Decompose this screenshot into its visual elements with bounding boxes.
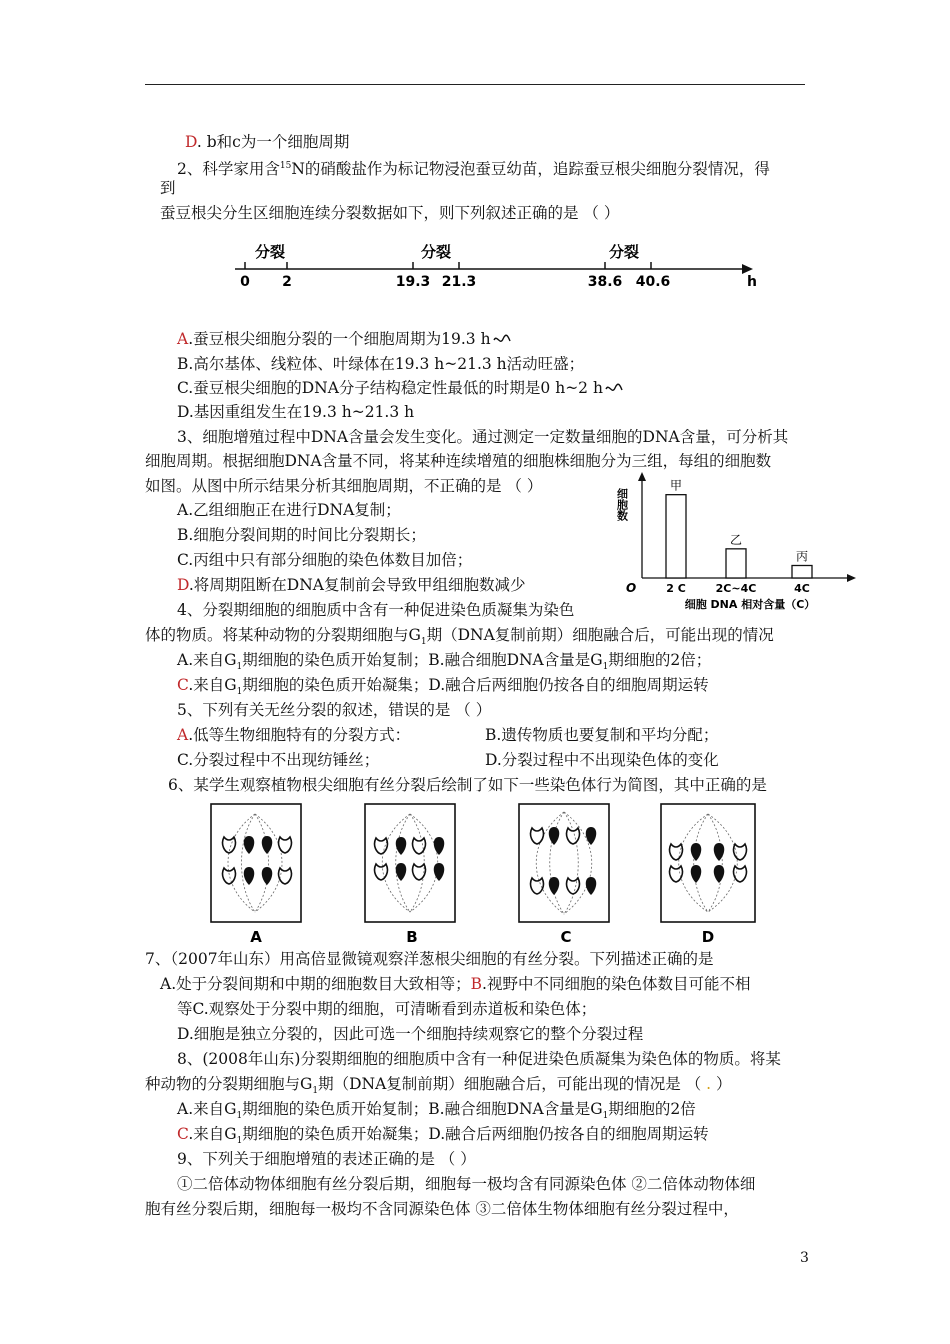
q3-stem-line2: 细胞周期。根据细胞DNA含量不同，将某种连续增殖的细胞株细胞分为三组，每组的细胞数	[145, 452, 772, 470]
chart-category-label-3: 4C	[794, 582, 810, 595]
q6-cell-figures	[205, 800, 785, 948]
chart-xlabel: 细胞 DNA 相对含量（C）	[684, 598, 816, 611]
chart-category-label-2: 2C~4C	[715, 582, 757, 595]
timeline-label-division-2: 分裂	[421, 243, 452, 261]
page-number: 3	[800, 1250, 809, 1266]
q9-stem: 9、下列关于细胞增殖的表述正确的是 （ ）	[177, 1150, 476, 1168]
cell-figure-label-c: C	[560, 928, 572, 946]
q3-stem-line3: 如图。从图中所示结果分析其细胞周期，不正确的是 （ ）	[145, 477, 543, 495]
chart-bar-label-3: 丙	[795, 549, 809, 564]
timeline-label-division-1: 分裂	[255, 243, 286, 261]
timeline-tick-label-38-6: 38.6	[587, 274, 623, 290]
squiggle-mark-icon	[493, 334, 511, 346]
chart-bar-2	[726, 549, 746, 578]
q3-option-a: A.乙组细胞正在进行DNA复制；	[177, 501, 401, 519]
q3-option-c: C.丙组中只有部分细胞的染色体数目加倍；	[177, 551, 473, 569]
q7-line1: A.处于分裂间期和中期的细胞数目大致相等；B.视野中不同细胞的染色体数目可能不相	[160, 975, 751, 993]
q5-option-b: B.遗传物质也要复制和平均分配；	[485, 726, 719, 744]
q3-option-b: B.细胞分裂间期的时间比分裂期长；	[177, 526, 426, 544]
cell-figure-label-b: B	[406, 928, 418, 946]
q7-line3: D.细胞是独立分裂的，因此可选一个细胞持续观察它的整个分裂过程	[177, 1025, 644, 1043]
timeline-tick-label-21-3: 21.3	[441, 274, 477, 290]
q8-option-cd: C.来自$G_1$期细胞的染色质开始凝集；D.融合后两细胞仍按各自的细胞周期运转	[177, 1125, 709, 1147]
cell-figure-label-a: A	[250, 928, 262, 946]
q3-stem-line1: 3、细胞增殖过程中DNA含量会发生变化。通过测定一定数量细胞的DNA含量，可分析其	[177, 428, 789, 446]
chart-bar-1	[666, 495, 686, 578]
cell-figure-c	[519, 804, 609, 946]
chart-origin: O	[626, 581, 637, 595]
timeline-tick-label-19-3: 19.3	[395, 274, 431, 290]
q5-option-d: D.分裂过程中不出现染色体的变化	[485, 751, 719, 769]
q4-stem-line2: 体的物质。将某种动物的分裂期细胞与$G_1$期（DNA复制前期）细胞融合后，可能出现的情况	[145, 626, 774, 648]
timeline-tick-label-40-6: 40.6	[635, 274, 671, 290]
q9-line1: ①二倍体动物体细胞有丝分裂后期，细胞每一极均含有同源染色体 ②二倍体动物体细	[177, 1175, 756, 1193]
q2-option-d: D.基因重组发生在19.3 h~21.3 h	[177, 403, 415, 421]
timeline-unit: h	[747, 274, 757, 290]
q2-stem-line2: 到	[160, 179, 176, 197]
chart-y-arrow	[638, 472, 646, 481]
timeline-label-division-3: 分裂	[609, 243, 640, 261]
q2-option-c: C.蚕豆根尖细胞的DNA分子结构稳定性最低的时期是0 h~2 h	[177, 378, 623, 398]
cell-figure-a	[211, 804, 301, 946]
cell-figure-d	[661, 804, 755, 946]
q4-option-cd: C.来自$G_1$期细胞的染色质开始凝集；D.融合后两细胞仍按各自的细胞周期运转	[177, 676, 709, 698]
timeline-tick-label-2: 2	[282, 274, 292, 290]
q8-stem-line2: 种动物的分裂期细胞与$G_1$期（DNA复制前期）细胞融合后，可能出现的情况是 （ . ）	[145, 1075, 732, 1097]
q2-stem: 2、科学家用含$^{15}$N的硝酸盐作为标记物浸泡蚕豆幼苗，追踪蚕豆根尖细胞分裂情况，得	[177, 160, 770, 179]
cell-figure-b	[365, 804, 455, 946]
q5-option-c: C.分裂过程中不出现纺锤丝；	[177, 751, 380, 769]
q8-option-ab: A.来自$G_1$期细胞的染色质开始复制；B.融合细胞DNA含量是$G_1$期细胞的2倍	[177, 1100, 696, 1122]
q2-timeline-figure	[225, 238, 770, 296]
q6-stem: 6、某学生观察植物根尖细胞有丝分裂后绘制了如下一些染色体行为简图，其中正确的是	[168, 776, 767, 794]
chart-x-arrow	[847, 574, 856, 582]
q2-option-b: B.高尔基体、线粒体、叶绿体在19.3 h~21.3 h活动旺盛；	[177, 355, 585, 373]
q4-option-ab: A.来自$G_1$期细胞的染色质开始复制；B.融合细胞DNA含量是$G_1$期细胞的2倍；	[177, 651, 712, 673]
q9-line2: 胞有丝分裂后期，细胞每一极均不含同源染色体 ③二倍体生物体细胞有丝分裂过程中，	[145, 1200, 739, 1218]
q7-line2: 等C.观察处于分裂中期的细胞，可清晰看到赤道板和染色体；	[177, 1000, 597, 1018]
q1-option-d: D. b和c为一个细胞周期	[185, 133, 350, 151]
q5-option-a: A.低等生物细胞特有的分裂方式：	[177, 726, 411, 744]
squiggle-mark-icon	[605, 383, 623, 395]
q3-option-d: D.将周期阻断在DNA复制前会导致甲组细胞数减少	[177, 576, 526, 594]
q4-stem-line1: 4、分裂期细胞的细胞质中含有一种促进染色质凝集为染色	[177, 601, 575, 619]
chart-bar-label-2: 乙	[729, 532, 743, 547]
cell-figure-label-d: D	[701, 928, 715, 946]
q8-stem-line1: 8、(2008年山东)分裂期细胞的细胞质中含有一种促进染色质凝集为染色体的物质。将某	[177, 1050, 781, 1068]
q3-bar-chart	[612, 470, 857, 615]
q7-stem: 7、（2007年山东）用高倍显微镜观察洋葱根尖细胞的有丝分裂。下列描述正确的是	[145, 950, 714, 968]
q2-option-a: A.蚕豆根尖细胞分裂的一个细胞周期为19.3 h	[177, 329, 511, 349]
q5-stem: 5、下列有关无丝分裂的叙述，错误的是 （ ）	[177, 701, 492, 719]
chart-bar-3	[792, 566, 812, 579]
timeline-tick-label-0: 0	[240, 274, 250, 290]
q2-stem-line3: 蚕豆根尖分生区细胞连续分裂数据如下，则下列叙述正确的是 （ ）	[160, 204, 620, 222]
chart-bar-label-1: 甲	[669, 478, 683, 493]
header-rule	[145, 84, 805, 85]
timeline-arrow	[742, 264, 753, 274]
chart-category-label-1: 2 C	[666, 582, 686, 595]
chart-ylabel: 细胞数	[615, 488, 629, 521]
